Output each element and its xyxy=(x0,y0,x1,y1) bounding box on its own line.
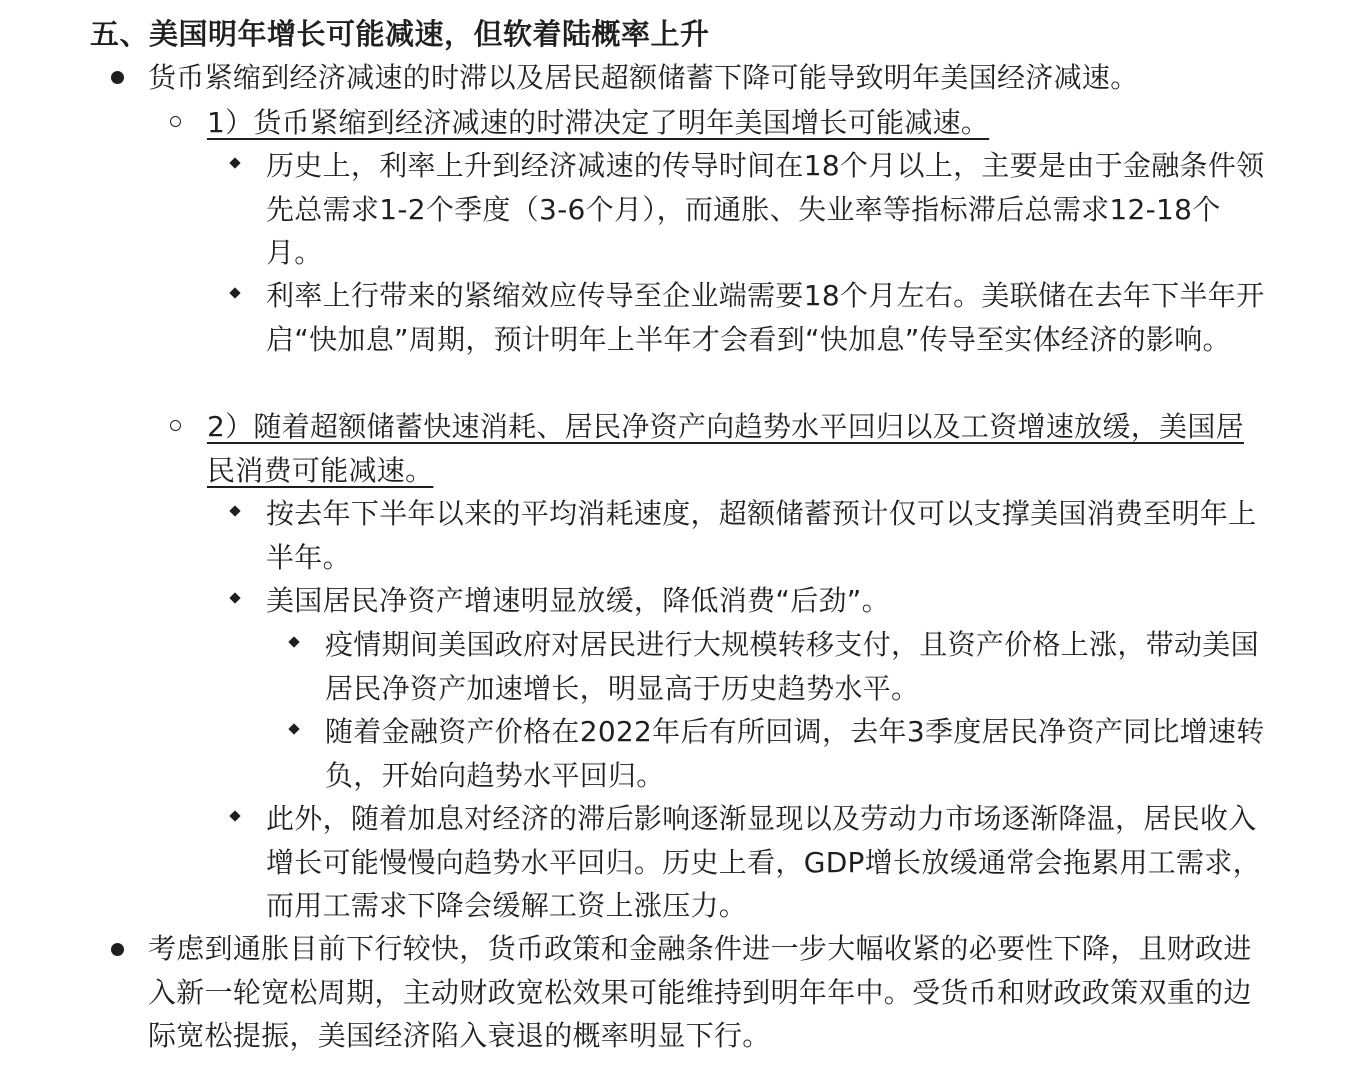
point-text: 按去年下半年以来的平均消耗速度，超额储蓄预计仅可以支撑美国消费至明年上半年。 xyxy=(266,497,1257,574)
subpoint-text: 随着金融资产价格在2022年后有所回调，去年3季度居民净资产同比增速转负，开始向趋势水平回归。 xyxy=(325,715,1265,792)
bullet-diamond-icon xyxy=(288,636,299,647)
subsection-2-item xyxy=(207,405,1272,492)
point-text: 历史上，利率上升到经济减速的传导时间在18个月以上，主要是由于金融条件领先总需求1-2个季度（3-6个月），而通胀、失业率等指标滞后总需求12-18个月。 xyxy=(266,149,1265,269)
subsection-1-point xyxy=(266,274,1276,361)
point-text: 利率上行带来的紧缩效应传导至企业端需要18个月左右。美联储在去年下半年开启“快加息”周期，预计明年上半年才会看到“快加息”传导至实体经济的影响。 xyxy=(266,279,1265,356)
subsection-1-item xyxy=(207,101,1277,145)
subsection-2-point xyxy=(266,492,1281,579)
subsection-1-point xyxy=(266,144,1266,275)
bullet-diamond-icon xyxy=(229,505,240,516)
subsection-2-title: 2）随着超额储蓄快速消耗、居民净资产向趋势水平回归以及工资增速放缓，美国居民消费可能减速。 xyxy=(207,410,1244,487)
bullet-diamond-icon xyxy=(229,592,240,603)
bullet-circle-icon xyxy=(170,116,181,127)
bullet-text: 考虑到通胀目前下行较快，货币政策和金融条件进一步大幅收紧的必要性下降，且财政进入新一轮宽松周期，主动财政宽松效果可能维持到明年年中。受货币和财政政策双重的边际宽松提振，美国经济陷入衰退的概率明显下行。 xyxy=(148,932,1252,1052)
subpoint-text: 疫情期间美国政府对居民进行大规模转移支付，且资产价格上涨，带动美国居民净资产加速增长，明显高于历史趋势水平。 xyxy=(325,628,1259,705)
bullet-item xyxy=(148,56,1268,100)
bullet-diamond-icon xyxy=(229,287,240,298)
bullet-diamond-icon xyxy=(229,810,240,821)
subsection-2-subpoint xyxy=(325,623,1280,710)
point-text: 美国居民净资产增速明显放缓，降低消费“后劲”。 xyxy=(266,584,890,617)
bullet-text: 货币紧缩到经济减速的时滞以及居民超额储蓄下降可能导致明年美国经济减速。 xyxy=(148,61,1139,94)
bullet-diamond-icon xyxy=(229,157,240,168)
bullet-disc-icon xyxy=(111,943,124,956)
bullet-disc-icon xyxy=(111,71,124,84)
point-text: 此外，随着加息对经济的滞后影响逐渐显现以及劳动力市场逐渐降温，居民收入增长可能慢慢向趋势水平回归。历史上看，GDP增长放缓通常会拖累用工需求，而用工需求下降会缓解工资上涨压力。 xyxy=(266,802,1261,922)
subsection-1-title: 1）货币紧缩到经济减速的时滞决定了明年美国增长可能减速。 xyxy=(207,106,990,139)
subsection-2-point xyxy=(266,797,1281,928)
subsection-2-point xyxy=(266,579,1266,623)
section-heading: 五、美国明年增长可能减速，但软着陆概率上升 xyxy=(90,17,710,51)
bullet-item xyxy=(148,927,1258,1058)
bullet-circle-icon xyxy=(170,420,181,431)
subsection-2-subpoint xyxy=(325,710,1265,797)
bullet-diamond-icon xyxy=(288,723,299,734)
